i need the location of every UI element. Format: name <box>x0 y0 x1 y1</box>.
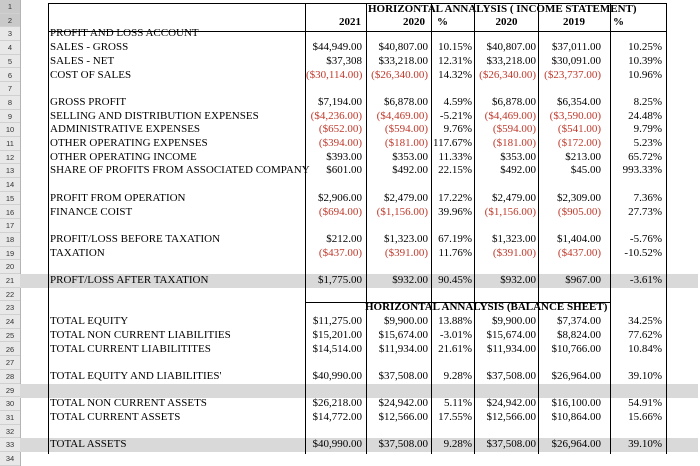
table-cell[interactable]: $33,218.00 <box>378 54 428 67</box>
table-cell[interactable]: $2,309.00 <box>557 191 601 204</box>
table-cell[interactable]: 5.23% <box>633 137 662 149</box>
table-cell[interactable]: 10.39% <box>628 54 662 67</box>
income-statement-title: HORIZONTAL ANNALYSIS ( INCOME STATEMENT) <box>368 3 637 15</box>
table-cell[interactable]: $492.00 <box>392 164 428 177</box>
row-number[interactable]: 15 <box>0 192 20 206</box>
row-number[interactable]: 21 <box>0 274 20 288</box>
table-cell[interactable]: ($26,340.00) <box>371 68 428 81</box>
table-cell[interactable]: -3.61% <box>629 274 662 286</box>
table-cell[interactable]: $37,308 <box>326 54 362 67</box>
row-number[interactable]: 17 <box>0 219 20 233</box>
table-cell[interactable]: 9.79% <box>633 123 662 136</box>
table-cell[interactable]: $213.00 <box>565 150 601 163</box>
row-label: TOTAL CURRENT ASSETS <box>50 411 181 423</box>
table-cell[interactable]: $14,514.00 <box>312 342 362 355</box>
row-number[interactable]: 24 <box>0 315 20 329</box>
table-cell[interactable]: $37,508.00 <box>486 369 536 382</box>
table-cell[interactable]: $1,775.00 <box>318 274 362 286</box>
table-cell[interactable]: 77.62% <box>628 328 662 341</box>
table-cell[interactable]: 39.10% <box>628 438 662 451</box>
row-number[interactable]: 11 <box>0 137 20 151</box>
table-cell[interactable]: $12,566.00 <box>486 411 536 423</box>
table-cell[interactable]: 11.33% <box>438 150 472 163</box>
row-label: TAXATION <box>50 246 105 259</box>
row-number[interactable]: 30 <box>0 397 20 411</box>
table-cell[interactable]: $40,990.00 <box>312 438 362 451</box>
table-cell[interactable]: ($1,156.00) <box>484 205 536 218</box>
row-label: TOTAL ASSETS <box>50 438 127 451</box>
table-cell[interactable]: ($26,340.00) <box>479 68 536 81</box>
table-cell[interactable]: ($394.00) <box>318 137 362 149</box>
table-cell[interactable]: $37,508.00 <box>378 438 428 451</box>
table-cell[interactable]: 11.76% <box>438 246 472 259</box>
table-cell[interactable]: 7.36% <box>633 191 662 204</box>
table-cell[interactable]: $353.00 <box>500 150 536 163</box>
row-number[interactable]: 3 <box>0 27 20 41</box>
table-cell[interactable]: $1,404.00 <box>557 232 601 245</box>
table-cell[interactable]: ($181.00) <box>384 137 428 149</box>
row-number[interactable]: 1 <box>0 0 20 14</box>
row-number[interactable]: 12 <box>0 151 20 165</box>
table-cell[interactable]: $10,766.00 <box>551 342 601 355</box>
table-cell[interactable]: 24.48% <box>628 109 662 122</box>
row-label: TOTAL NON CURRENT ASSETS <box>50 397 207 410</box>
table-cell[interactable]: -5.21% <box>439 109 472 122</box>
table-cell[interactable]: $40,807.00 <box>378 41 428 54</box>
table-cell[interactable]: $967.00 <box>565 274 601 286</box>
table-cell[interactable]: $37,508.00 <box>486 438 536 451</box>
row-label: PROFIT AND LOSS ACCOUNT <box>50 27 199 40</box>
table-cell[interactable]: ($905.00) <box>557 205 601 218</box>
table-cell[interactable]: 67.19% <box>438 232 472 245</box>
row-number[interactable]: 19 <box>0 247 20 261</box>
table-cell[interactable]: 65.72% <box>628 150 662 163</box>
row-label: PROFIT FROM OPERATION <box>50 191 186 204</box>
table-cell[interactable]: $2,479.00 <box>492 191 536 204</box>
col-divider-a <box>48 3 49 454</box>
table-cell[interactable]: $6,878.00 <box>384 95 428 108</box>
row-number[interactable]: 9 <box>0 110 20 124</box>
header-2021: 2021 <box>339 16 361 28</box>
row-number[interactable]: 20 <box>0 260 20 274</box>
table-cell[interactable]: $8,824.00 <box>557 328 601 341</box>
table-cell[interactable]: 993.33% <box>622 164 662 177</box>
table-cell[interactable]: 10.25% <box>628 41 662 54</box>
row-label: GROSS PROFIT <box>50 95 127 108</box>
table-cell[interactable]: 15.66% <box>628 411 662 423</box>
table-cell[interactable]: $7,374.00 <box>557 315 601 328</box>
table-cell[interactable]: $353.00 <box>392 150 428 163</box>
table-cell[interactable]: $26,218.00 <box>312 397 362 410</box>
table-cell[interactable]: ($1,156.00) <box>376 205 428 218</box>
table-cell[interactable]: $16,100.00 <box>551 397 601 410</box>
table-cell[interactable]: $37,508.00 <box>378 369 428 382</box>
total-band-equity-liabilities <box>20 384 698 398</box>
table-cell[interactable]: $14,772.00 <box>312 411 362 423</box>
row-label: TOTAL NON CURRENT LIABILITIES <box>50 328 231 341</box>
table-cell[interactable]: 17.22% <box>438 191 472 204</box>
table-cell[interactable]: $6,878.00 <box>492 95 536 108</box>
table-cell[interactable]: ($391.00) <box>492 246 536 259</box>
table-cell[interactable]: 22.15% <box>438 164 472 177</box>
row-number[interactable]: 28 <box>0 370 20 384</box>
table-cell[interactable]: 17.55% <box>438 411 472 423</box>
table-cell[interactable]: 14.32% <box>438 68 472 81</box>
row-label: FINANCE COIST <box>50 205 133 218</box>
table-cell[interactable]: -5.76% <box>629 232 662 245</box>
row-label: OTHER OPERATING INCOME <box>50 150 197 163</box>
table-cell[interactable]: $393.00 <box>326 150 362 163</box>
row-number[interactable]: 27 <box>0 356 20 370</box>
table-cell[interactable]: 9.28% <box>443 369 472 382</box>
row-number[interactable]: 32 <box>0 425 20 439</box>
table-cell[interactable]: $26,964.00 <box>551 438 601 451</box>
table-cell[interactable]: $24,942.00 <box>486 397 536 410</box>
table-cell[interactable]: $40,990.00 <box>312 369 362 382</box>
balance-sheet-title: HORIZONTAL ANNALYSIS (BALANCE SHEET) <box>365 301 608 313</box>
row-number[interactable]: 7 <box>0 82 20 96</box>
table-cell[interactable]: $15,201.00 <box>312 328 362 341</box>
table-cell[interactable]: ($594.00) <box>492 123 536 136</box>
row-number[interactable]: 29 <box>0 384 20 398</box>
row-number[interactable]: 22 <box>0 288 20 302</box>
row-number[interactable]: 10 <box>0 123 20 137</box>
table-cell[interactable]: $11,934.00 <box>486 342 536 355</box>
row-number[interactable]: 23 <box>0 301 20 315</box>
row-number[interactable]: 13 <box>0 164 20 178</box>
table-cell[interactable]: 10.96% <box>628 68 662 81</box>
row-number[interactable]: 25 <box>0 329 20 343</box>
row-number[interactable]: 18 <box>0 233 20 247</box>
row-number[interactable]: 5 <box>0 55 20 69</box>
table-cell[interactable]: 9.76% <box>443 123 472 136</box>
header-2019: 2019 <box>563 16 585 28</box>
table-cell[interactable]: $44,949.00 <box>312 41 362 54</box>
table-cell[interactable]: 39.10% <box>628 369 662 382</box>
table-cell[interactable]: ($172.00) <box>557 137 601 149</box>
table-cell[interactable]: ($694.00) <box>318 205 362 218</box>
row-number[interactable]: 6 <box>0 69 20 83</box>
table-cell[interactable]: 34.25% <box>628 315 662 328</box>
row-label: ADMINISTRATIVE EXPENSES <box>50 123 201 136</box>
table-cell[interactable]: $492.00 <box>500 164 536 177</box>
table-cell[interactable]: $15,674.00 <box>378 328 428 341</box>
table-cell[interactable]: $2,906.00 <box>318 191 362 204</box>
table-cell[interactable]: $45.00 <box>570 164 601 177</box>
table-cell[interactable]: $33,218.00 <box>486 54 536 67</box>
table-cell[interactable]: ($391.00) <box>384 246 428 259</box>
row-label: SALES - NET <box>50 54 115 67</box>
table-cell[interactable]: $10,864.00 <box>551 411 601 423</box>
row-label: PROFIT/LOSS BEFORE TAXATION <box>50 232 221 245</box>
row-number[interactable]: 14 <box>0 178 20 192</box>
table-cell[interactable]: 90.45% <box>438 274 472 286</box>
table-cell[interactable]: 5.11% <box>443 397 472 410</box>
table-cell[interactable]: 117.67% <box>432 137 472 149</box>
table-cell[interactable]: $9,900.00 <box>384 315 428 328</box>
table-cell[interactable]: $30,091.00 <box>551 54 601 67</box>
row-label: SALES - GROSS <box>50 41 129 54</box>
table-cell[interactable]: $40,807.00 <box>486 41 536 54</box>
table-cell[interactable]: 12.31% <box>438 54 472 67</box>
table-cell[interactable]: $601.00 <box>326 164 362 177</box>
table-cell[interactable]: ($23,737.00) <box>544 68 601 81</box>
table-cell[interactable]: $11,275.00 <box>312 315 362 328</box>
row-label: TOTAL EQUITY <box>50 315 129 328</box>
table-cell[interactable]: $7,194.00 <box>318 95 362 108</box>
table-cell[interactable]: $2,479.00 <box>384 191 428 204</box>
col-divider-h <box>666 3 667 454</box>
table-cell[interactable]: ($437.00) <box>557 246 601 259</box>
table-cell[interactable]: ($181.00) <box>492 137 536 149</box>
table-cell[interactable]: ($4,236.00) <box>310 109 362 122</box>
row-number[interactable]: 4 <box>0 41 20 55</box>
table-cell[interactable]: 4.59% <box>443 95 472 108</box>
table-cell[interactable]: 8.25% <box>633 95 662 108</box>
row-number[interactable]: 31 <box>0 411 20 425</box>
table-cell[interactable]: $37,011.00 <box>551 41 601 54</box>
table-cell[interactable]: $6,354.00 <box>557 95 601 108</box>
table-cell[interactable]: ($652.00) <box>318 123 362 136</box>
table-cell[interactable]: 54.91% <box>628 397 662 410</box>
table-cell[interactable]: $932.00 <box>392 274 428 286</box>
table-cell[interactable]: $9,900.00 <box>492 315 536 328</box>
table-cell[interactable]: ($594.00) <box>384 123 428 136</box>
row-number[interactable]: 33 <box>0 438 20 452</box>
table-cell[interactable]: $24,942.00 <box>378 397 428 410</box>
table-cell[interactable]: $12,566.00 <box>378 411 428 423</box>
header-pct-a: % <box>437 16 448 28</box>
table-cell[interactable]: 27.73% <box>628 205 662 218</box>
header-2020-b: 2020 <box>495 16 518 28</box>
row-label: COST OF SALES <box>50 68 132 81</box>
table-cell[interactable]: ($437.00) <box>318 246 362 259</box>
row-label: OTHER OPERATING EXPENSES <box>50 137 208 149</box>
table-cell[interactable]: ($4,469.00) <box>484 109 536 122</box>
table-cell[interactable]: -3.01% <box>439 328 472 341</box>
table-cell[interactable]: 21.61% <box>438 342 472 355</box>
row-number[interactable]: 16 <box>0 206 20 220</box>
table-cell[interactable]: ($3,590.00) <box>549 109 601 122</box>
row-label: TOTAL CURRENT LIABILITITES <box>50 342 211 355</box>
table-cell[interactable]: 13.88% <box>438 315 472 328</box>
table-cell[interactable]: ($30,114.00) <box>306 68 363 81</box>
table-cell[interactable]: $932.00 <box>500 274 536 286</box>
row-label: TOTAL EQUITY AND LIABILITIES' <box>50 369 222 382</box>
row-number[interactable]: 8 <box>0 96 20 110</box>
table-cell[interactable]: -10.52% <box>624 246 662 259</box>
row-label: SELLING AND DISTRIBUTION EXPENSES <box>50 109 259 122</box>
table-cell[interactable]: $26,964.00 <box>551 369 601 382</box>
table-cell[interactable]: 10.15% <box>438 41 472 54</box>
row-number[interactable]: 26 <box>0 343 20 357</box>
row-label: SHARE OF PROFITS FROM ASSOCIATED COMPANY <box>50 164 310 177</box>
table-cell[interactable]: $1,323.00 <box>384 232 428 245</box>
table-cell[interactable]: $11,934.00 <box>378 342 428 355</box>
header-pct-b: % <box>613 16 624 28</box>
row-number[interactable]: 2 <box>0 14 20 28</box>
row-label: PROFT/LOSS AFTER TAXATION <box>50 274 209 286</box>
table-cell[interactable]: 39.96% <box>438 205 472 218</box>
table-cell[interactable]: 10.84% <box>628 342 662 355</box>
table-cell[interactable]: $15,674.00 <box>486 328 536 341</box>
row-number-column <box>0 0 21 466</box>
header-2020-a: 2020 <box>403 16 425 28</box>
row-number[interactable]: 34 <box>0 452 20 466</box>
table-cell[interactable]: ($541.00) <box>557 123 601 136</box>
table-cell[interactable]: 9.28% <box>443 438 472 451</box>
table-cell[interactable]: $1,323.00 <box>492 232 536 245</box>
table-cell[interactable]: $212.00 <box>326 232 362 245</box>
table-cell[interactable]: ($4,469.00) <box>376 109 428 122</box>
